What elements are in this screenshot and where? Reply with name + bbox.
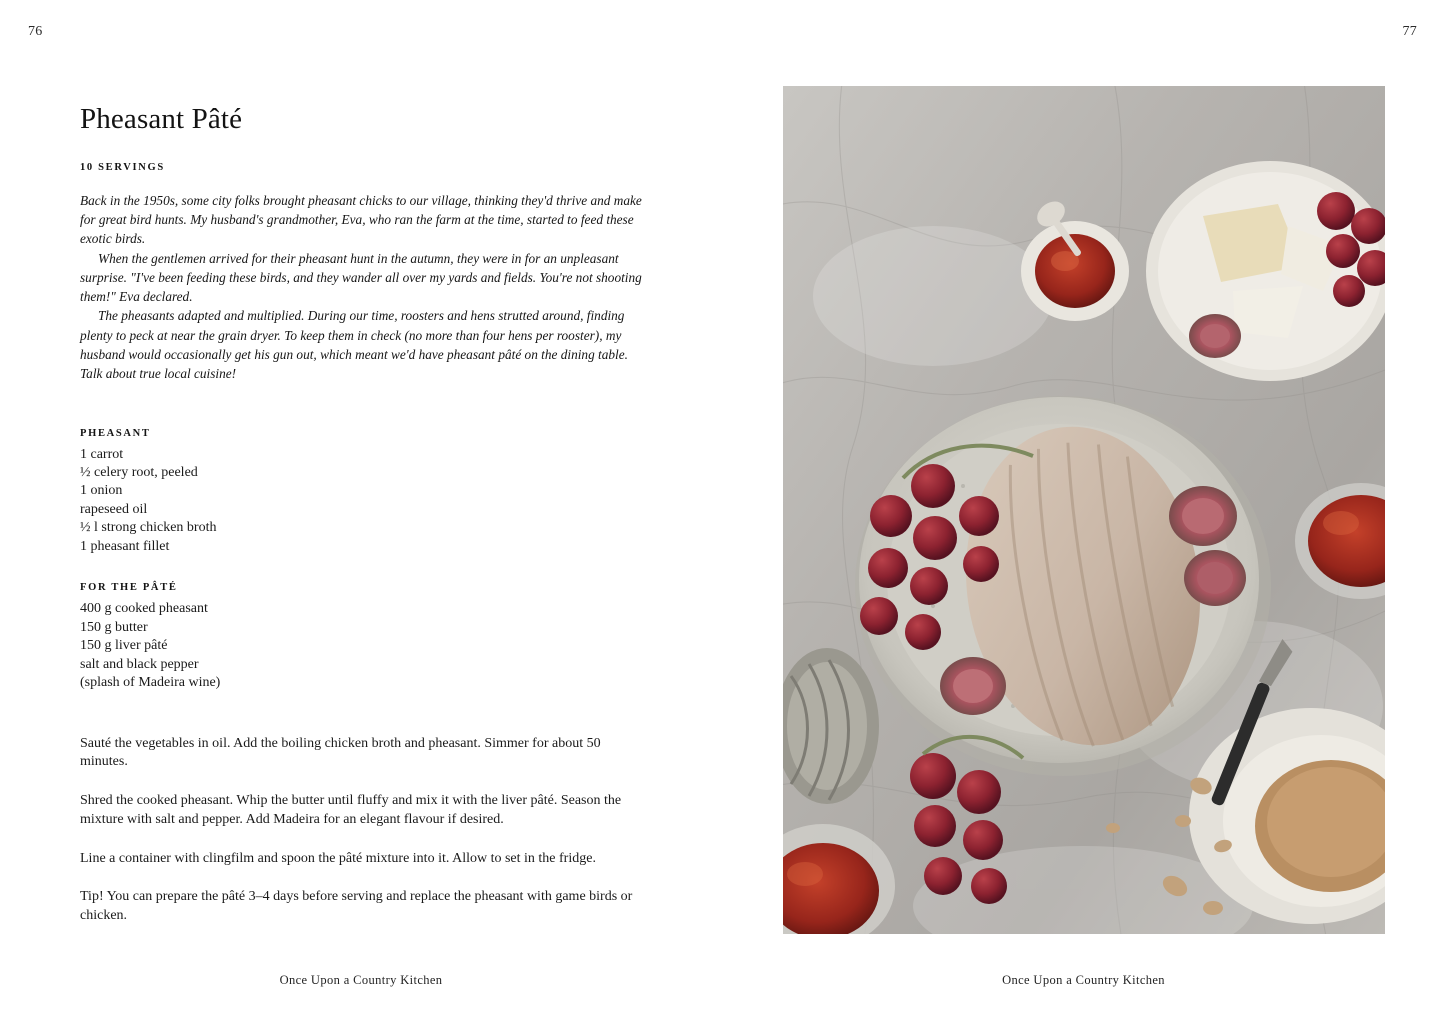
servings-label: 10 SERVINGS	[80, 161, 165, 173]
ingredient-item: (splash of Madeira wine)	[80, 675, 221, 691]
food-photograph	[783, 86, 1385, 934]
ingredient-item: 400 g cooked pheasant	[80, 601, 208, 617]
method-steps	[80, 735, 650, 926]
ingredient-group-heading: PHEASANT	[80, 427, 151, 439]
ingredient-item: rapeseed oil	[80, 501, 148, 517]
recipe-title: Pheasant Pâté	[80, 103, 243, 135]
right-page	[722, 0, 1445, 1022]
method-step: Tip! You can prepare the pâté 3–4 days before serving and replace the pheasant with game birds or chicken.	[80, 889, 633, 924]
ingredient-item: 1 carrot	[80, 446, 124, 462]
recipe-text-column	[80, 104, 650, 926]
method-step: Sauté the vegetables in oil. Add the boiling chicken broth and pheasant. Simmer for about 50 minutes.	[80, 735, 601, 770]
ingredient-item: 150 g liver pâté	[80, 638, 168, 654]
food-photograph-illustration	[783, 86, 1385, 934]
ingredient-item: 1 pheasant fillet	[80, 538, 170, 554]
ingredient-list	[80, 446, 650, 557]
intro-paragraph-2: When the gentlemen arrived for their pheasant hunt in the autumn, they were in for an unpleasant surprise. "I've been feeding these birds, and they wander all over my yards and fields. You're not shooting them!" Eva declared.	[80, 250, 642, 305]
ingredient-group-heading: FOR THE PÂTÉ	[80, 582, 178, 594]
ingredient-group-pheasant	[80, 428, 650, 557]
running-footer-right: Once Upon a Country Kitchen	[1002, 973, 1165, 987]
ingredient-group-pate	[80, 582, 650, 692]
ingredient-list	[80, 600, 650, 692]
method-step: Shred the cooked pheasant. Whip the butter until fluffy and mix it with the liver pâté. Season the mixture with salt and pepper. Add Madeira for an elegant flavour if desired.	[80, 793, 622, 827]
recipe-intro	[80, 191, 650, 384]
ingredient-item: salt and black pepper	[80, 656, 199, 672]
intro-paragraph-3: The pheasants adapted and multiplied. During our time, roosters and hens strutted around, finding plenty to peck at near the grain dryer. To keep them in check (no more than four hens per rooster), my husband would occasionally get his gun out, which meant we'd have pheasant pâté on the dining table. Talk about true local cuisine!	[80, 308, 628, 382]
ingredient-item: ½ celery root, peeled	[80, 465, 198, 481]
page-number-left: 76	[28, 24, 43, 39]
ingredient-item: 1 onion	[80, 483, 123, 499]
left-page	[0, 0, 722, 1022]
running-footer-left: Once Upon a Country Kitchen	[279, 973, 443, 987]
method-step: Line a container with clingfilm and spoon the pâté mixture into it. Allow to set in the fridge.	[80, 850, 596, 866]
page-number-right: 77	[1402, 24, 1417, 39]
ingredient-item: 150 g butter	[80, 619, 148, 635]
intro-paragraph-1: Back in the 1950s, some city folks brought pheasant chicks to our village, thinking they'd thrive and make for great bird hunts. My husband's grandmother, Eva, who ran the farm at the time, started to feed these exotic birds.	[80, 192, 642, 247]
ingredient-item: ½ l strong chicken broth	[80, 520, 217, 536]
